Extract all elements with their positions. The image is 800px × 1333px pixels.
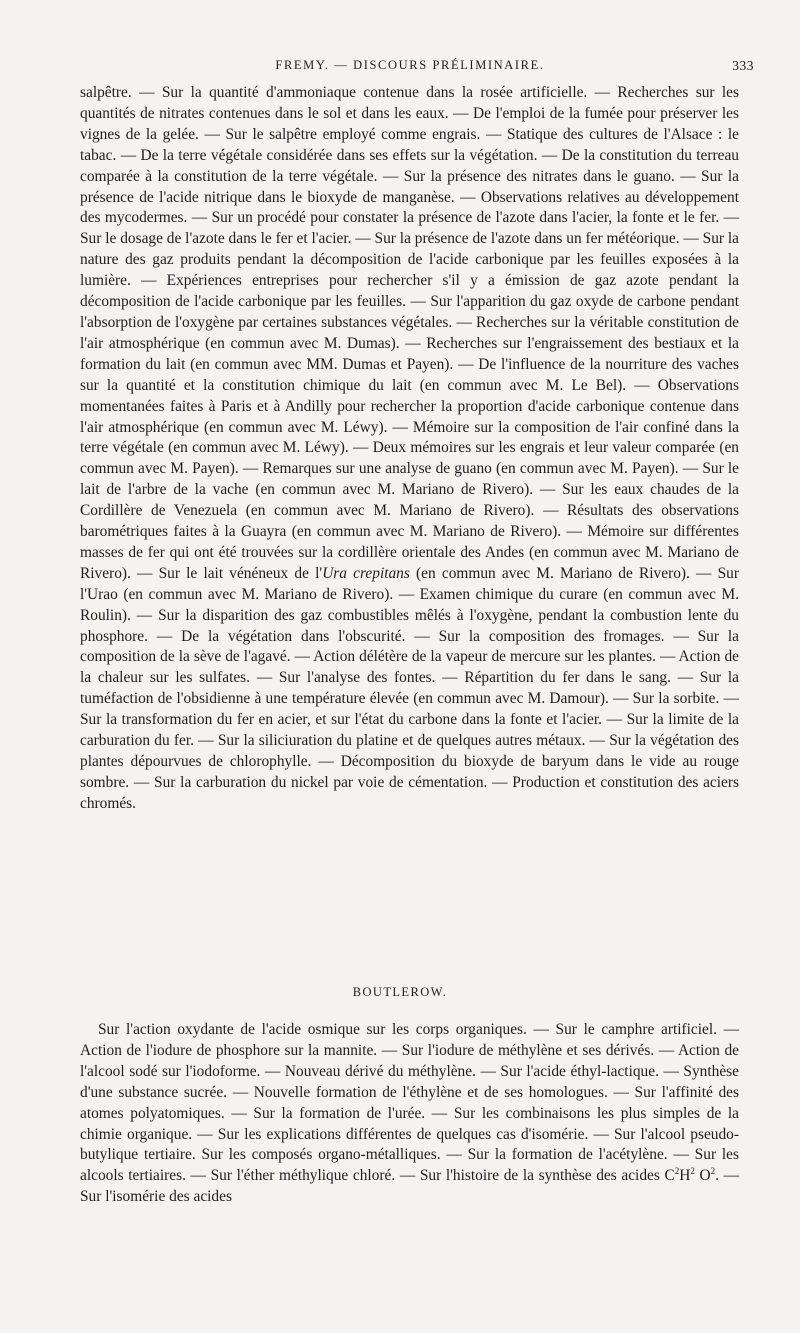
paragraph-fremy-works bbox=[80, 83, 739, 815]
formula-subscript: 2 bbox=[674, 1166, 680, 1177]
formula-element: O bbox=[694, 1167, 711, 1185]
paragraph-boutlerow-works bbox=[80, 1020, 739, 1208]
formula-element: H bbox=[679, 1167, 691, 1185]
section-title: BOUTLEROW. bbox=[352, 985, 448, 999]
formula-subscript: 2 bbox=[710, 1166, 716, 1177]
page-number: 333 bbox=[732, 58, 754, 73]
running-title: FREMY. — DISCOURS PRÉLIMINAIRE. bbox=[275, 58, 545, 72]
italic-species-name: Ura crepitans bbox=[322, 564, 410, 582]
paragraph-text: Sur l'action oxydante de l'acide osmique sur les corps organiques. — Sur le camphre artificiel. — Action de l'iodure de phosphore sur la mannite. — Sur l'iodure de méthylène et ses dérivés. — Action de l'alcool sodé sur l'iodoforme. — Nouveau dérivé du méthylène. — Sur l'acide éthyl-lactique. — Synthèse d'une substance sucrée. — Nouvelle formation de l'éthylène et de ses homologues. — Sur l'affinité des atomes polyatomiques. — Sur la formation de l'urée. — Sur les combinaisons les plus simples de la chimie organique. — Sur les explications différentes de quelques cas d'isomérie. — Sur l'alcool pseudo-butylique tertiaire. Sur les composés organo-métalliques. — Sur la formation de l'acétylène. — Sur les alcools tertiaires. — Sur l'éther méthylique chloré. — Sur l'histoire de la synthèse des acides C bbox=[80, 1021, 739, 1185]
paragraph-text-continued: (en commun avec M. Mariano de Rivero). — Sur l'Urao (en commun avec M. Mariano de Rivero). — Examen chimique du curare (en commun avec M. Roulin). — Sur la disparition des gaz combustibles mêlés à l'oxygène, pendant la combustion lente du phosphore. — De la végétation dans l'obscurité. — Sur la composition des fromages. — Sur la composition de la sève de l'agavé. — Action délétère de la vapeur de mercure sur les plantes. — Action de la chaleur sur les sulfates. — Sur l'analyse des fontes. — Répartition du fer dans le sang. — Sur la tuméfaction de l'obsidienne à une température élevée (en commun avec M. Damour). — Sur la sorbite. — Sur la transformation du fer en acier, et sur l'état du carbone dans la fonte et l'acier. — Sur la limite de la carburation du fer. — Sur la siliciuration du platine et de quelques autres métaux. — Sur la végétation des plantes dépourvues de chlorophylle. — Décomposition du bioxyde de baryum dans le vide au rouge sombre. — Sur la carburation du nickel par voie de cémentation. — Production et constitution des aciers chromés. bbox=[80, 564, 739, 812]
paragraph-text-end: . — Sur l'isomérie des acides bbox=[80, 1167, 739, 1206]
formula-subscript: 2 bbox=[690, 1166, 695, 1177]
paragraph-text: salpêtre. — Sur la quantité d'ammoniaque contenue dans la rosée artificielle. — Recherches sur les quantités de nitrates contenues dans le sol et dans les eaux. — De l'emploi de la fumée pour préserver les vignes de la gelée. — Sur le salpêtre employé comme engrais. — Statique des cultures de l'Alsace : le tabac. — De la terre végétale considérée dans ses effets sur la végétation. — De la constitution du terreau comparée à la constitution de la terre végétale. — Sur la présence des nitrates dans le guano. — Sur la présence de l'acide nitrique dans le bioxyde de manganèse. — Observations relatives au développement des mycodermes. — Sur un procédé pour constater la présence de l'azote dans l'acier, la fonte et le fer. — Sur le dosage de l'azote dans le fer et l'acier. — Sur la présence de l'azote dans un fer météorique. — Sur la nature des gaz produits pendant la décomposition de l'acide carbonique par les feuilles exposées à la lumière. — Expériences entreprises pour rechercher s'il y a émission de gaz azote pendant la décomposition de l'acide carbonique par les feuilles. — Sur l'apparition du gaz oxyde de carbone pendant l'absorption de l'oxygène par certaines substances végétales. — Recherches sur la véritable constitution de l'air atmosphérique (en commun avec M. Dumas). — Recherches sur l'engraissement des bestiaux et la formation du lait (en commun avec MM. Dumas et Payen). — De l'influence de la nourriture des vaches sur la quantité et la constitution chimique du lait (en commun avec M. Le Bel). — Observations momentanées faites à Paris et à Andilly pour rechercher la proportion d'acide carbonique contenue dans l'air atmosphérique (en commun avec M. Léwy). — Mémoire sur la composition de l'air confiné dans la terre végétale (en commun avec M. Léwy). — Deux mémoires sur les engrais et leur valeur comparée (en commun avec M. Payen). — Remarques sur une analyse de guano (en commun avec M. Payen). — Sur le lait de l'arbre de la vache (en commun avec M. Mariano de Rivero). — Sur les eaux chaudes de la Cordillère de Venezuela (en commun avec M. Mariano de Rivero). — Résultats des observations barométriques faites à la Guayra (en commun avec M. Mariano de Rivero). — Mémoire sur différentes masses de fer qui ont été trouvées sur la cordillère orientale des Andes (en commun avec M. Mariano de Rivero). — Sur le lait vénéneux de l' bbox=[80, 84, 739, 582]
